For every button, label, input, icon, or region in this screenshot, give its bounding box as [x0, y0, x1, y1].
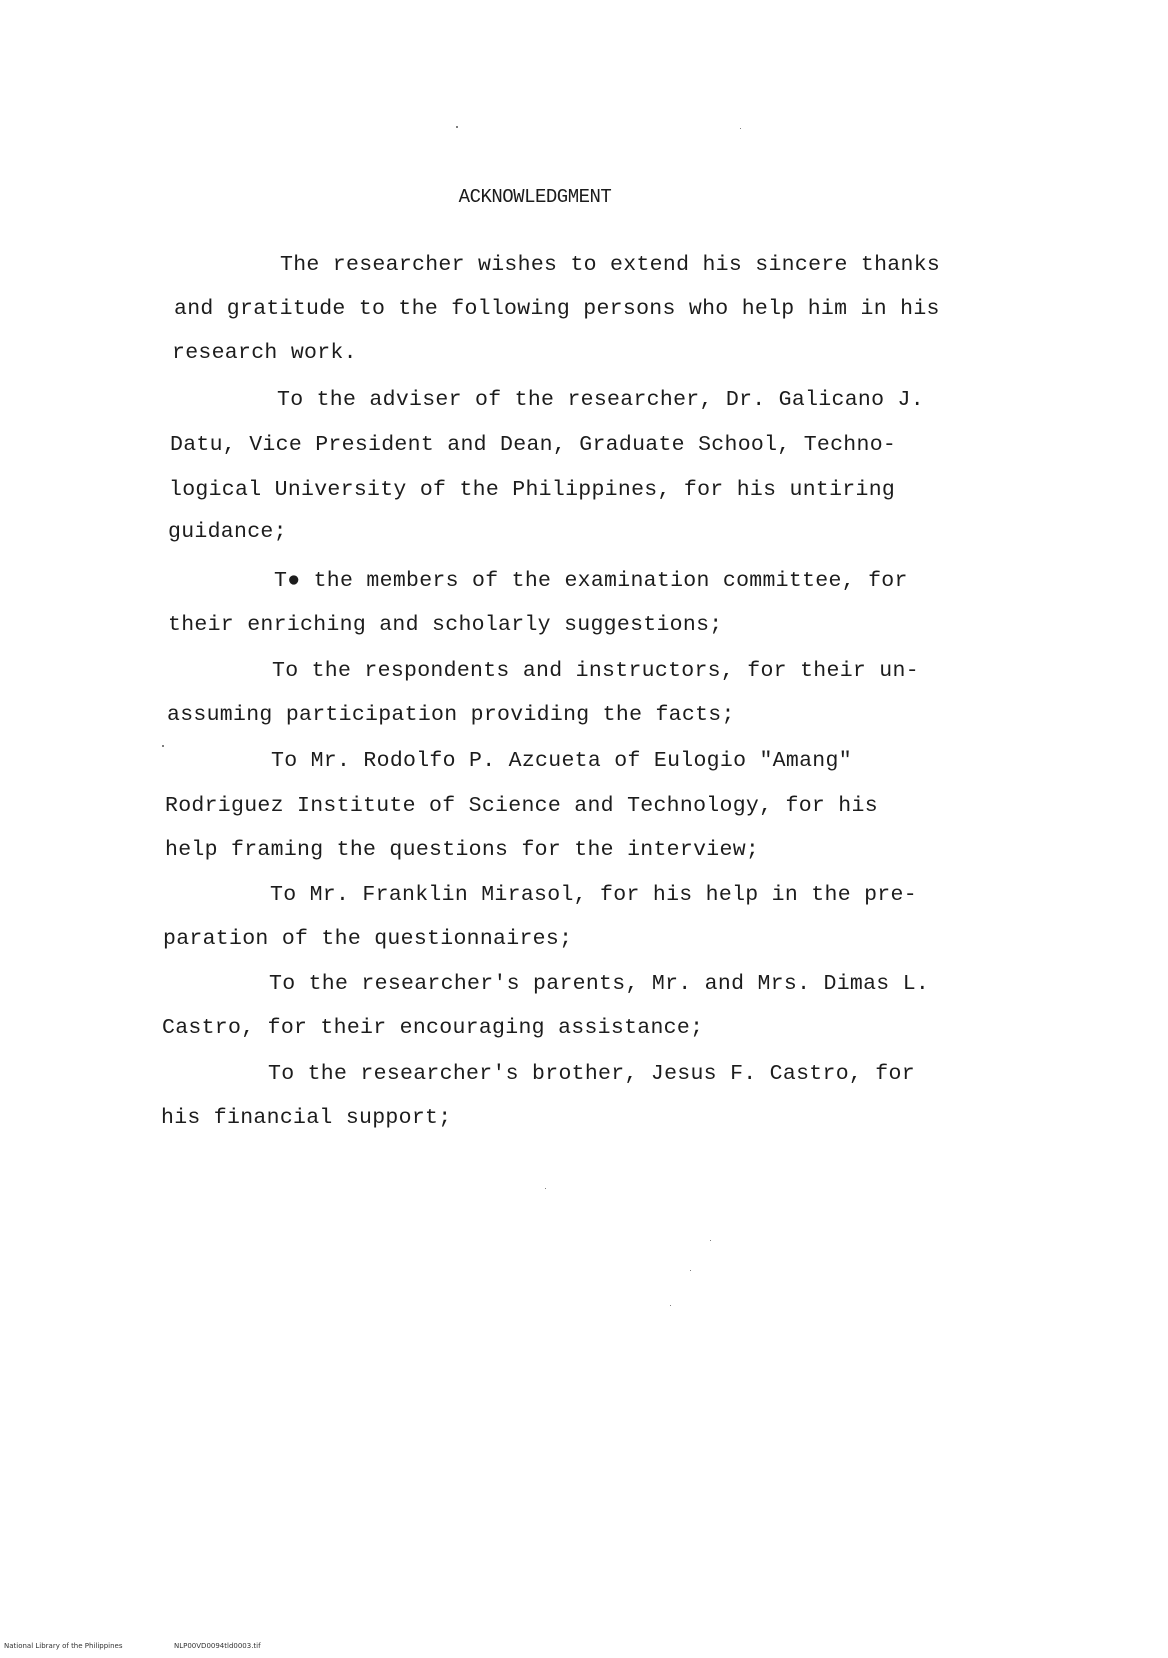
- paragraph-2-line-3: logical University of the Philippines, for his untiring: [169, 478, 896, 502]
- paragraph-2-line-4: guidance;: [168, 520, 287, 544]
- paragraph-6-line-1: To Mr. Franklin Mirasol, for his help in the pre-: [270, 883, 917, 907]
- scan-speck: [545, 1188, 546, 1189]
- paragraph-4-line-1: To the respondents and instructors, for their un-: [272, 659, 919, 683]
- footer-library-name: National Library of the Philippines: [4, 1642, 123, 1650]
- paragraph-3-line-2: their enriching and scholarly suggestions;: [168, 613, 723, 637]
- paragraph-7-line-2: Castro, for their encouraging assistance;: [162, 1016, 704, 1040]
- paragraph-5-line-3: help framing the questions for the interview;: [165, 838, 760, 862]
- scan-speck: [740, 128, 741, 129]
- paragraph-1-line-1: The researcher wishes to extend his sincere thanks: [280, 253, 941, 277]
- paragraph-3-line-1: T● the members of the examination committee, for: [274, 569, 908, 593]
- paragraph-5-line-2: Rodriguez Institute of Science and Technology, for his: [165, 794, 878, 818]
- scan-speck: [670, 1305, 671, 1306]
- scan-speck: [710, 1240, 711, 1241]
- paragraph-7-line-1: To the researcher's parents, Mr. and Mrs. Dimas L.: [269, 972, 930, 996]
- page-title: ACKNOWLEDGMENT: [458, 186, 612, 208]
- paragraph-1-line-3: research work.: [172, 341, 357, 365]
- paragraph-1-line-2: and gratitude to the following persons who help him in his: [174, 297, 940, 321]
- scan-speck: [456, 126, 458, 128]
- paragraph-4-line-2: assuming participation providing the facts;: [167, 703, 735, 727]
- paragraph-2-line-2: Datu, Vice President and Dean, Graduate School, Techno-: [170, 433, 897, 457]
- paragraph-5-line-1: To Mr. Rodolfo P. Azcueta of Eulogio "Amang": [271, 749, 852, 773]
- scan-speck: [162, 745, 164, 747]
- paragraph-8-line-1: To the researcher's brother, Jesus F. Castro, for: [268, 1062, 915, 1086]
- paragraph-8-line-2: his financial support;: [161, 1106, 452, 1130]
- paragraph-2-line-1: To the adviser of the researcher, Dr. Galicano J.: [277, 388, 924, 412]
- scan-speck: [690, 1270, 691, 1271]
- footer-file-id: NLP00VD0094tld0003.tif: [174, 1642, 261, 1650]
- paragraph-6-line-2: paration of the questionnaires;: [163, 927, 573, 951]
